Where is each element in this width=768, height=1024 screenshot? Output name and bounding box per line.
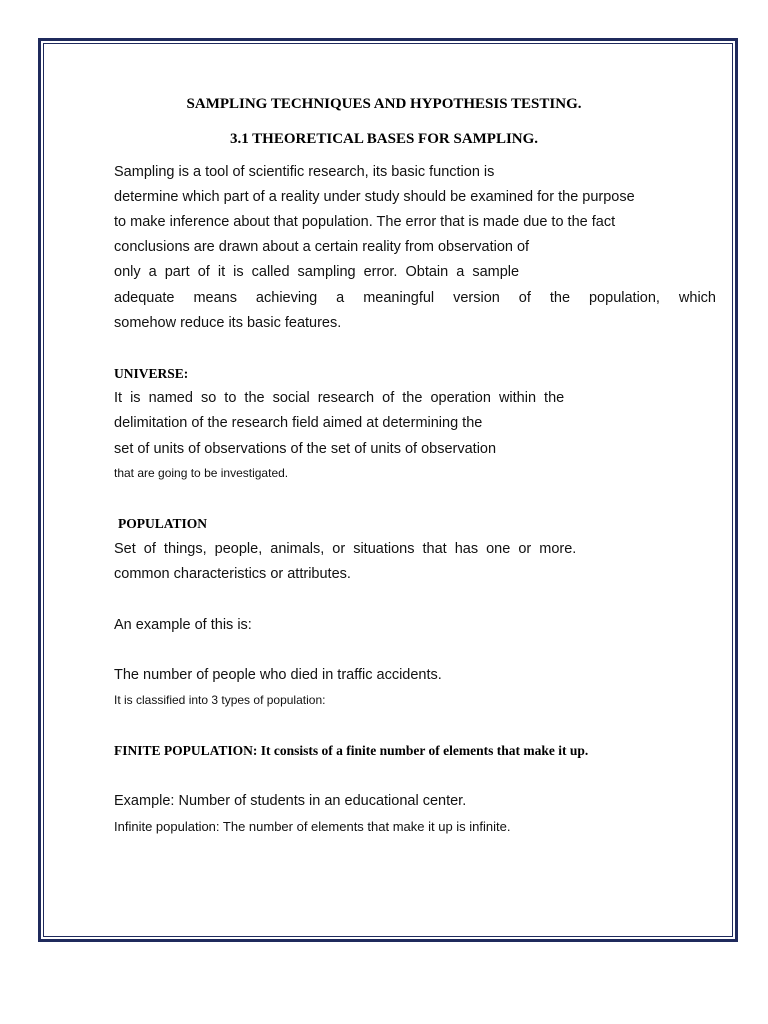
universe-line-2: delimitation of the research field aimed at determining the: [114, 415, 483, 431]
population-line-1: Set of things, people, animals, or situations that has one or more.: [114, 541, 577, 557]
population-heading: POPULATION: [118, 516, 208, 531]
intro-line-3: to make inference about that population. The error that is made due to the fact: [114, 214, 616, 230]
finite-population-line: FINITE POPULATION: It consists of a finite number of elements that make it up.: [114, 743, 589, 758]
infinite-population-line: Infinite population: The number of elements that make it up is infinite.: [114, 819, 511, 834]
population-line-2: common characteristics or attributes.: [114, 566, 351, 582]
universe-line-3: set of units of observations of the set of units of observation: [114, 441, 497, 457]
finite-example: Example: Number of students in an educational center.: [114, 793, 467, 809]
intro-line-5: only a part of it is called sampling error. Obtain a sample: [114, 264, 520, 280]
intro-line-1: Sampling is a tool of scientific research, its basic function is: [114, 164, 495, 180]
universe-line-4: that are going to be investigated.: [114, 466, 289, 480]
intro-line-6: adequate means achieving a meaningful version of the population, which: [114, 290, 716, 306]
population-types-intro: It is classified into 3 types of population:: [114, 693, 326, 707]
section-title: 3.1 THEORETICAL BASES FOR SAMPLING.: [229, 131, 539, 147]
intro-line-2: determine which part of a reality under study should be examined for the purpose: [114, 189, 635, 205]
example-text: The number of people who died in traffic accidents.: [114, 667, 442, 683]
example-intro: An example of this is:: [114, 617, 252, 633]
universe-heading: UNIVERSE:: [114, 366, 189, 381]
intro-line-4: conclusions are drawn about a certain reality from observation of: [114, 239, 530, 255]
universe-line-1: It is named so to the social research of the operation within the: [114, 390, 565, 406]
intro-line-7: somehow reduce its basic features.: [114, 315, 342, 331]
document-title: SAMPLING TECHNIQUES AND HYPOTHESIS TESTING.: [186, 96, 582, 112]
